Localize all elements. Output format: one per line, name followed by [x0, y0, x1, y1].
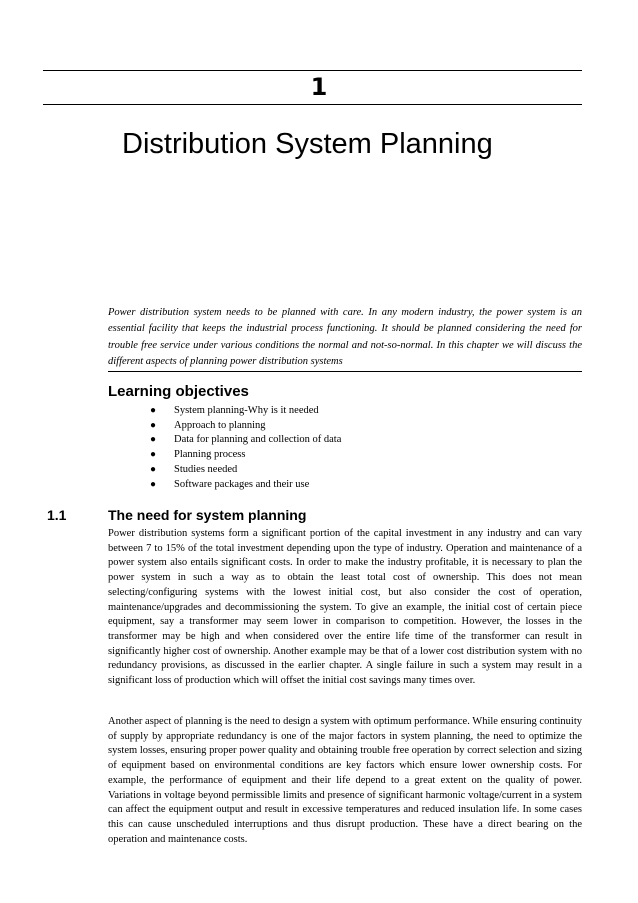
objective-text: Data for planning and collection of data — [174, 434, 342, 446]
chapter-intro: Power distribution system needs to be planned with care. In any modern industry, the power system is an essential facility that keeps the industrial process functioning. It should be planned considering the need for trouble free service under various conditions the normal and not-so-normal. In this chapter we will discuss the different aspects of planning power distribution systems — [108, 307, 582, 368]
bullet-icon: ● — [150, 449, 157, 461]
chapter-top-rule — [43, 70, 582, 71]
learning-objectives-heading: Learning objectives — [108, 383, 249, 400]
intro-divider — [108, 371, 582, 372]
list-item — [150, 433, 341, 448]
objective-text: Studies needed — [174, 463, 238, 475]
body-paragraph: Power distribution systems form a significant portion of the capital investment in any industry and can vary between 7 to 15% of the total investment depending upon the type of industry. Operation and maintenance of a power system also entails significant costs. In order to make the industry profitable, it is necessary to plan the power system in such a way as to obtain the least total cost of ownership. This does not mean selecting/configuring systems with the lowest initial cost, but also consider the cost of operation, maintenance/upgrades and decommissioning the system. To give an example, the initial cost of certain piece equipment, say a transformer may seem lower in comparison to competition. However, the losses in the transformer may be high and when considered over the entire life time of the transformer can result in significantly higher cost of ownership. Another example may be that of a lower cost distribution system with no redundancy provisions, as discussed in the earlier chapter. A single failure in such a system may result in a significant loss of production which will offset the initial cost savings many times over. — [108, 528, 582, 687]
section-title: The need for system planning — [108, 507, 307, 523]
objective-text: Planning process — [174, 449, 246, 461]
list-item — [150, 419, 341, 434]
chapter-title: Distribution System Planning — [122, 128, 493, 160]
section-number: 1.1 — [47, 507, 67, 523]
list-item — [150, 404, 341, 419]
list-item — [150, 463, 341, 478]
bullet-icon: ● — [150, 419, 157, 431]
body-paragraph: Another aspect of planning is the need to design a system with optimum performance. While ensuring continuity of supply by appropriate redundancy is one of the major factors in system planning, the need to optimize the system losses, ensuring proper power quality and obtaining trouble free operation by correct selection and sizing of equipment based on environmental conditions are key factors which ensure lower ownership costs. For example, the performance of equipment and their life depend to a great extent on the quality of power. Variations in voltage beyond permissible limits and presence of significant harmonic voltage/current in a system can affect the equipment output and result in excessive temperatures and reduced insulation life. In some cases this can cause unscheduled interruptions and thus disrupt production. These have a direct bearing on the operation and maintenance costs. — [108, 716, 582, 845]
chapter-number: 1 — [310, 73, 328, 101]
bullet-icon: ● — [150, 478, 157, 490]
objective-text: Approach to planning — [174, 419, 266, 431]
bullet-icon: ● — [150, 405, 157, 416]
bullet-icon: ● — [150, 434, 157, 446]
objective-text: Software packages and their use — [174, 478, 310, 490]
chapter-bottom-rule — [43, 104, 582, 105]
objective-text: System planning-Why is it needed — [174, 405, 319, 416]
learning-objectives-list — [150, 404, 341, 492]
list-item — [150, 448, 341, 463]
list-item — [150, 478, 341, 493]
bullet-icon: ● — [150, 463, 157, 475]
